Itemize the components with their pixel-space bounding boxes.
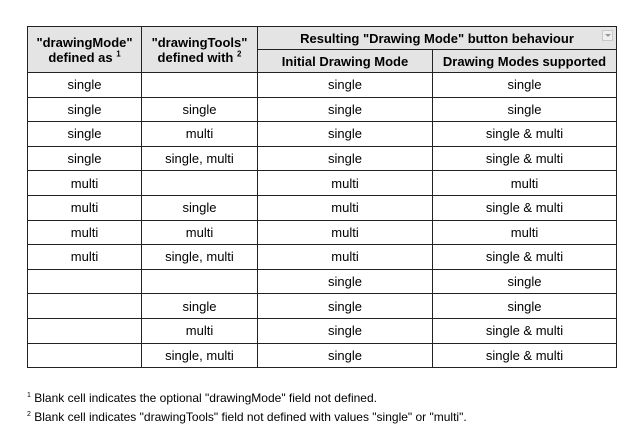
drawing-mode-cell: single — [28, 146, 142, 171]
drawing-mode-cell: multi — [28, 245, 142, 270]
drawing-mode-cell — [28, 343, 142, 368]
table-row — [28, 171, 617, 196]
header-initial-drawing-mode: Initial Drawing Mode — [258, 50, 433, 73]
footnote-marker-2: 2 — [237, 49, 242, 59]
table-row — [28, 343, 617, 368]
header-drawing-tools — [142, 27, 258, 73]
table-row — [28, 294, 617, 319]
table-body — [28, 73, 617, 368]
drawing-tools-cell — [142, 171, 258, 196]
footnotes — [27, 389, 467, 427]
drawing-tools-cell: multi — [142, 220, 258, 245]
drawing-modes-supported-cell: single & multi — [433, 245, 617, 270]
drawing-mode-behaviour-table — [27, 26, 617, 368]
drawing-modes-supported-cell: single — [433, 73, 617, 98]
drawing-modes-supported-cell: multi — [433, 171, 617, 196]
drawing-tools-cell — [142, 269, 258, 294]
drawing-tools-cell — [142, 73, 258, 98]
drawing-tools-cell: single — [142, 294, 258, 319]
initial-drawing-mode-cell: single — [258, 73, 433, 98]
drawing-mode-cell: single — [28, 97, 142, 122]
footnote-1-mark: 1 — [27, 392, 31, 399]
drawing-modes-supported-cell: multi — [433, 220, 617, 245]
initial-drawing-mode-cell: multi — [258, 195, 433, 220]
drawing-modes-supported-cell: single — [433, 269, 617, 294]
initial-drawing-mode-cell: single — [258, 343, 433, 368]
drawing-modes-supported-cell: single — [433, 294, 617, 319]
initial-drawing-mode-cell: single — [258, 122, 433, 147]
table-row — [28, 318, 617, 343]
initial-drawing-mode-cell: single — [258, 146, 433, 171]
drawing-tools-cell: single, multi — [142, 343, 258, 368]
header-drawing-modes-supported: Drawing Modes supported — [433, 50, 617, 73]
drawing-modes-supported-cell: single & multi — [433, 195, 617, 220]
initial-drawing-mode-cell: single — [258, 269, 433, 294]
drawing-tools-cell: single, multi — [142, 245, 258, 270]
header-resulting-behaviour — [258, 27, 617, 50]
drawing-mode-cell — [28, 269, 142, 294]
drawing-modes-supported-cell: single & multi — [433, 146, 617, 171]
drawing-mode-cell — [28, 294, 142, 319]
table-row — [28, 269, 617, 294]
drawing-tools-cell: single — [142, 97, 258, 122]
initial-drawing-mode-cell: multi — [258, 245, 433, 270]
drawing-mode-cell: multi — [28, 220, 142, 245]
drawing-modes-supported-cell: single — [433, 97, 617, 122]
header-resulting-behaviour-label: Resulting "Drawing Mode" button behaviour — [300, 30, 574, 46]
footnote-1-text: Blank cell indicates the optional "drawingMode" field not defined. — [34, 391, 377, 405]
drawing-mode-cell — [28, 318, 142, 343]
drawing-mode-cell: single — [28, 122, 142, 147]
table-row — [28, 220, 617, 245]
footnote-2-mark: 2 — [27, 411, 31, 418]
header-drawing-mode — [28, 27, 142, 73]
table-row — [28, 73, 617, 98]
drawing-modes-supported-cell: single & multi — [433, 122, 617, 147]
footnote-2 — [27, 408, 467, 427]
drawing-mode-cell: multi — [28, 195, 142, 220]
drawing-tools-cell: multi — [142, 122, 258, 147]
drawing-mode-cell: multi — [28, 171, 142, 196]
table-row — [28, 97, 617, 122]
header-drawing-tools-line1: "drawingTools" — [151, 34, 248, 50]
initial-drawing-mode-cell: single — [258, 294, 433, 319]
header-drawing-mode-line1: "drawingMode" — [36, 34, 133, 50]
drawing-tools-cell: single, multi — [142, 146, 258, 171]
drawing-modes-supported-cell: single & multi — [433, 318, 617, 343]
table-row — [28, 245, 617, 270]
initial-drawing-mode-cell: multi — [258, 220, 433, 245]
table-row — [28, 195, 617, 220]
table-row — [28, 146, 617, 171]
initial-drawing-mode-cell: multi — [258, 171, 433, 196]
header-drawing-mode-line2: defined as — [48, 49, 113, 65]
chevron-down-icon[interactable] — [602, 30, 613, 41]
drawing-tools-cell: multi — [142, 318, 258, 343]
header-drawing-tools-line2: defined with — [157, 49, 234, 65]
footnote-1 — [27, 389, 467, 408]
drawing-tools-cell: single — [142, 195, 258, 220]
initial-drawing-mode-cell: single — [258, 97, 433, 122]
drawing-mode-cell: single — [28, 73, 142, 98]
drawing-modes-supported-cell: single & multi — [433, 343, 617, 368]
table-row — [28, 122, 617, 147]
footnote-2-text: Blank cell indicates "drawingTools" field not defined with values "single" or "multi". — [34, 410, 467, 424]
behaviour-table-container — [27, 26, 616, 368]
initial-drawing-mode-cell: single — [258, 318, 433, 343]
footnote-marker-1: 1 — [116, 49, 121, 59]
